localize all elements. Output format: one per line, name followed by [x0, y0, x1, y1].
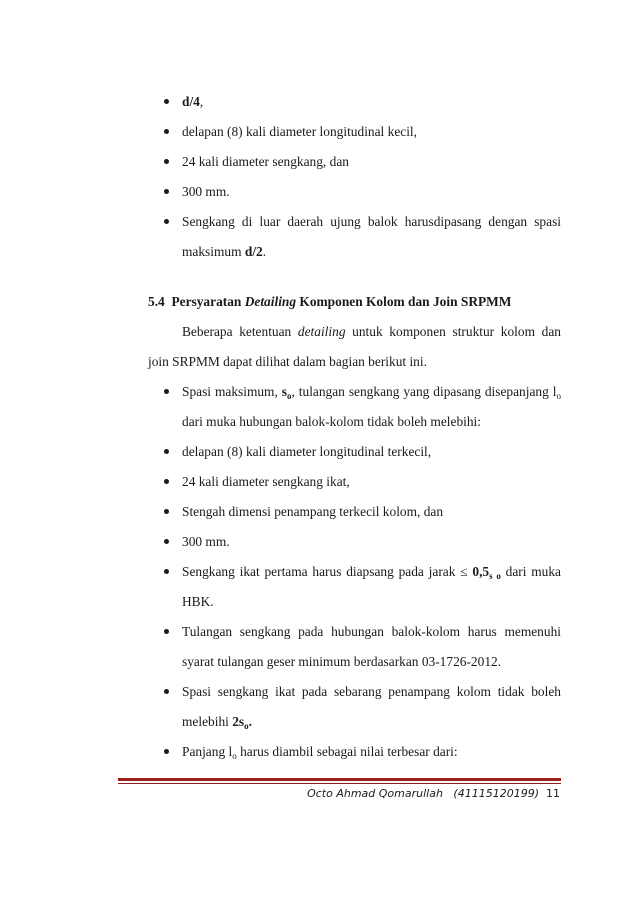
section-title-italic: Detailing — [244, 294, 297, 309]
list-item: 24 kali diameter sengkang ikat, — [182, 474, 350, 489]
list-item: delapan (8) kali diameter longitudinal terkecil, — [182, 444, 432, 459]
bullet-icon — [164, 509, 169, 514]
section-title-part: Persyaratan — [171, 294, 245, 309]
list-item — [182, 744, 458, 760]
bullet-icon — [164, 449, 169, 454]
text-span: melebihi — [182, 714, 233, 729]
text-span: harus diambil sebagai nilai terbesar dari: — [236, 744, 458, 759]
text-span: maksimum — [182, 244, 245, 259]
bullet-icon — [164, 569, 169, 574]
text-span: . — [262, 244, 267, 259]
bullet-icon — [164, 389, 169, 394]
footer-author: Octo Ahmad Qomarullah — [307, 787, 443, 800]
symbol-subscript: o — [244, 721, 249, 731]
bullet-icon — [164, 129, 169, 134]
list-item: delapan (8) kali diameter longitudinal kecil, — [182, 124, 417, 139]
bullet-icon — [164, 159, 169, 164]
text-span: . — [248, 714, 252, 729]
bullet-icon — [164, 479, 169, 484]
bullet-icon — [164, 749, 169, 754]
bullet-icon — [164, 189, 169, 194]
symbol-subscript: o — [232, 751, 237, 761]
text-span: untuk komponen struktur kolom dan — [345, 324, 561, 339]
footer-rule — [118, 778, 561, 781]
symbol-letter: s — [281, 384, 287, 399]
page-footer — [307, 787, 560, 800]
bullet-icon — [164, 629, 169, 634]
bold-span: d/2 — [244, 244, 263, 259]
text-span: dari muka — [500, 564, 561, 579]
list-item-continuation: HBK. — [182, 594, 214, 609]
text-span: Panjang — [182, 744, 229, 759]
symbol-value: 0,5 — [472, 564, 490, 579]
text-span: Spasi maksimum, — [182, 384, 282, 399]
list-item: 24 kali diameter sengkang, dan — [182, 154, 349, 169]
paragraph-line: join SRPMM dapat dilihat dalam bagian berikut ini. — [148, 354, 427, 369]
symbol-letter: l — [552, 384, 557, 399]
section-number: 5.4 — [148, 294, 165, 309]
bullet-icon — [164, 219, 169, 224]
list-item: Stengah dimensi penampang terkecil kolom, dan — [182, 504, 444, 519]
text-span: Beberapa ketentuan — [182, 324, 298, 339]
text-span: , tulangan sengkang yang dipasang disepanjang — [291, 384, 553, 399]
list-item: Tulangan sengkang pada hubungan balok-kolom harus memenuhi — [182, 624, 561, 639]
symbol-subscript: o — [556, 391, 561, 401]
list-item-continuation — [182, 714, 252, 730]
paragraph-line — [182, 324, 561, 340]
bullet-icon — [164, 689, 169, 694]
symbol-subscript: s o — [489, 571, 501, 581]
symbol — [472, 564, 500, 579]
list-item-suffix: , — [199, 94, 204, 109]
list-item — [182, 384, 561, 400]
section-heading — [148, 294, 511, 310]
list-item-continuation: dari muka hubungan balok-kolom tidak boleh melebihi: — [182, 414, 481, 429]
list-item-continuation: syarat tulangan geser minimum berdasarkan 03-1726-2012. — [182, 654, 502, 669]
symbol-letter: l — [228, 744, 233, 759]
footer-rule — [118, 783, 561, 784]
section-title-part: Komponen Kolom dan Join SRPMM — [296, 294, 512, 309]
list-item-bold: d/4 — [182, 94, 200, 109]
symbol — [553, 384, 561, 399]
bullet-icon — [164, 539, 169, 544]
bullet-icon — [164, 99, 169, 104]
text-span: Sengkang ikat pertama harus diapsang pada jarak ≤ — [182, 564, 473, 579]
list-item: 300 mm. — [182, 184, 230, 199]
list-item: Spasi sengkang ikat pada sebarang penampang kolom tidak boleh — [182, 684, 561, 699]
list-item-continuation — [182, 244, 266, 260]
italic-span: detailing — [297, 324, 346, 339]
list-item: 300 mm. — [182, 534, 230, 549]
symbol-value: 2s — [232, 714, 245, 729]
list-item: Sengkang di luar daerah ujung balok harusdipasang dengan spasi — [182, 214, 561, 229]
page-number: 11 — [546, 787, 560, 800]
list-item — [182, 94, 203, 110]
symbol-subscript: o — [286, 391, 292, 401]
footer-id: (41115120199) — [453, 787, 539, 800]
symbol — [232, 714, 248, 729]
symbol — [229, 744, 237, 759]
list-item — [182, 564, 561, 580]
